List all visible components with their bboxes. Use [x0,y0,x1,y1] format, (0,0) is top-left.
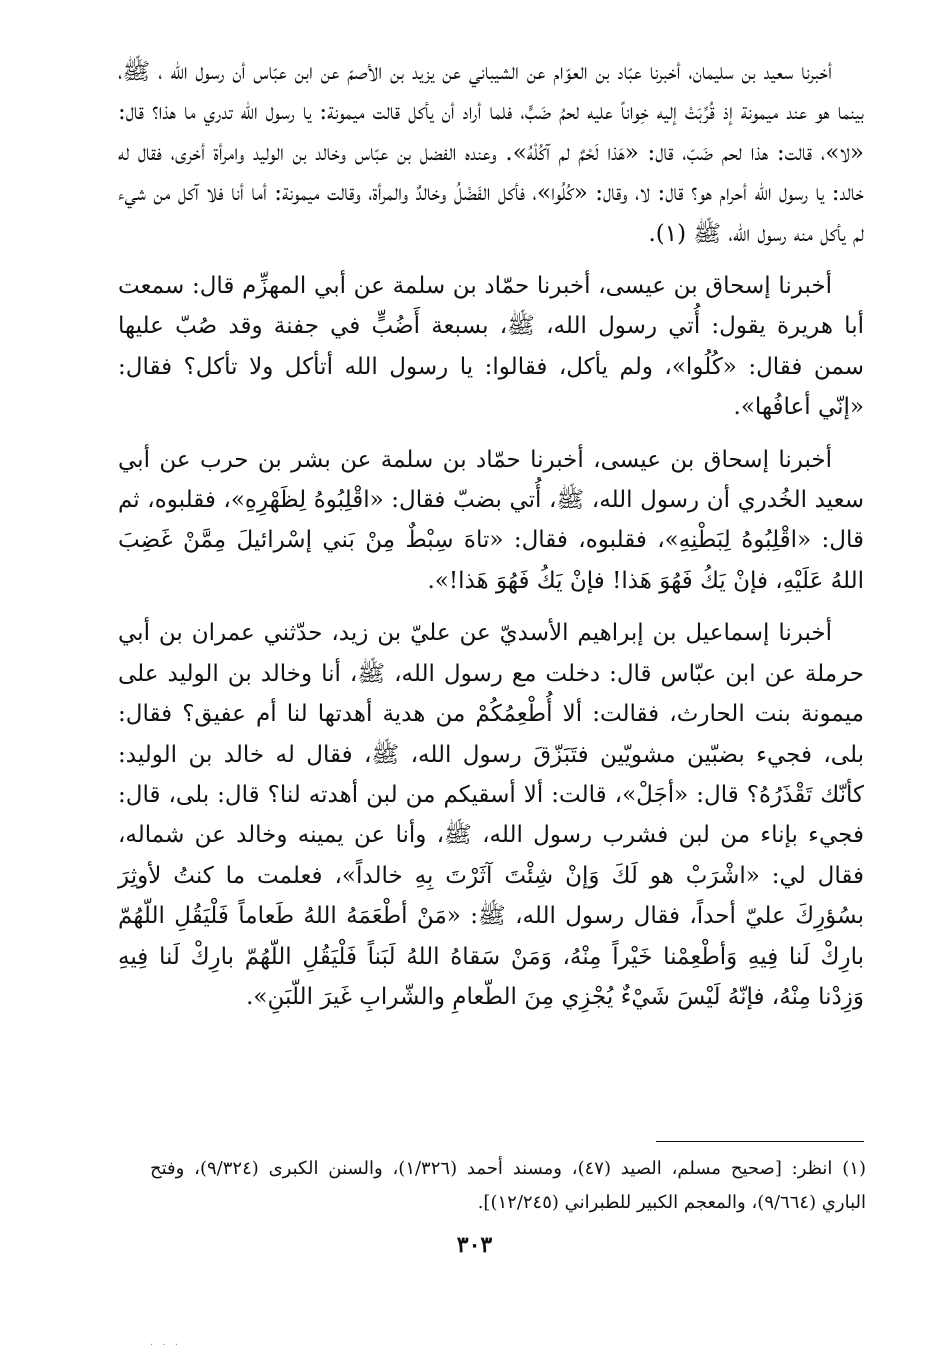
page-number: ٣٠٣ [456,1232,493,1258]
main-text [118,52,864,1029]
footnote-separator [656,1141,864,1142]
paragraph-3: أخبرنا إسحاق بن عيسى، أخبرنا حمّاد بن سلمة عن بشر بن حرب عن أبي سعيد الخُدري أن رسول الله، ﷺ، أُتي بضبّ فقال: «اقْلِبُوهُ لِظَهْرِهِ»، فقلبوه، ثم قال: «اقْلِبُوهُ لِبَطْنِهِ»، فقلبوه، فقال: «تاهَ سِبْطٌ مِنْ بَني إسْرائيلَ مِمَّنْ غَضِبَ اللهُ عَلَيْهِ، فإنْ يَكُ فَهُوَ هَذا! فإنْ يَكُ فَهُوَ هَذا!». [118,446,864,594]
scan-marks: · · · [150,1340,181,1351]
paragraph-1: أخبرنا سعيد بن سليمان، أخبرنا عبّاد بن العوّام عن الشيباني عن يزيد بن الأصمّ عن ابن عبّاس أن رسول الله ، ﷺ، بينما هو عند ميمونة إذ قُرِّبَتْ إليه خِواناً عليه لحمُ ضَبٍّ، فلما أراد أن يأكل قالت ميمونة: يا رسول الله تدري ما هذا؟ قال: «لا»، قالت: هذا لحم ضَبّ، قال: «هَذا لَحْمٌ لم آكُلْهُ». وعنده الفضل بن عبّاس وخالد بن الوليد وامرأة أخرى، فقال له خالد: يا رسول الله أحرام هو؟ قال: لا، وقال: «كُلُوا»، فأكل الفَضْلُ وخالدٌ والمرأة، وقالت ميمونة: أما أنا فلا آكل من شيء لم يأكل منه رسول الله، ﷺ (١). [118,59,864,247]
paragraph-2: أخبرنا إسحاق بن عيسى، أخبرنا حمّاد بن سلمة عن أبي المهزِّم قال: سمعت أبا هريرة يقول: أُتي رسول الله، ﷺ، بسبعة أَضُبٍّ في جفنة وقد صُبّ عليها سمن فقال: «كُلُوا»، ولم يأكل، فقالوا: يا رسول الله أتأكل ولا تأكل؟ فقال: «إنّي أعافُها». [118,273,864,421]
paragraph-4: أخبرنا إسماعيل بن إبراهيم الأسديّ عن عليّ بن زيد، حدّثني عمران بن أبي حرملة عن ابن عبّاس قال: دخلت مع رسول الله، ﷺ، أنا وخالد بن الوليد على ميمونة بنت الحارث، فقالت: ألا أُطْعِمُكُمْ من هدية أهدتها لنا أم عفيق؟ فقال: بلى، فجيء بضبّين مشويّين فتَبَزّقَ رسول الله، ﷺ، فقال له خالد بن الوليد: كأنّك تَقْذَرُهُ؟ قال: «أجَلْ»، قالت: ألا أسقيكم من لبن أهدته لنا؟ قال: بلى، قال: فجيء بإناء من لبن فشرب رسول الله، ﷺ، وأنا عن يمينه وخالد عن شماله، فقال لي: «اشْرَبْ هو لَكَ وَإنْ شِئْتَ آثَرْتَ بِهِ خالداً»، فعلمت ما كنتُ لأوثِرَ بسُؤرِكَ عليّ أحداً، فقال رسول الله، ﷺ: «مَنْ أطْعَمَهُ اللهُ طَعاماً فَلْيَقُلِ اللّهُمّ بارِكْ لَنا فِيهِ وَأطْعِمْنا خَيْراً مِنْهُ، وَمَنْ سَقاهُ اللهُ لَبَناً فَلْيَقُلِ اللّهُمّ بارِكْ لَنا فِيهِ وَزِدْنا مِنْهُ، فإنّهُ لَيْسَ شَيْءٌ يُجْزِي مِنَ الطّعامِ والشّرابِ غَيرَ اللّبَنِ». [118,620,864,1010]
footnote: (١) انظر: [صحيح مسلم، الصيد (٤٧)، ومسند أحمد (١/٣٢٦)، والسنن الكبرى (٩/٣٢٤)، وفتح الباري (٩/٦٦٤)، والمعجم الكبير للطبراني (١٢/٢٤٥)]. [150,1158,866,1213]
